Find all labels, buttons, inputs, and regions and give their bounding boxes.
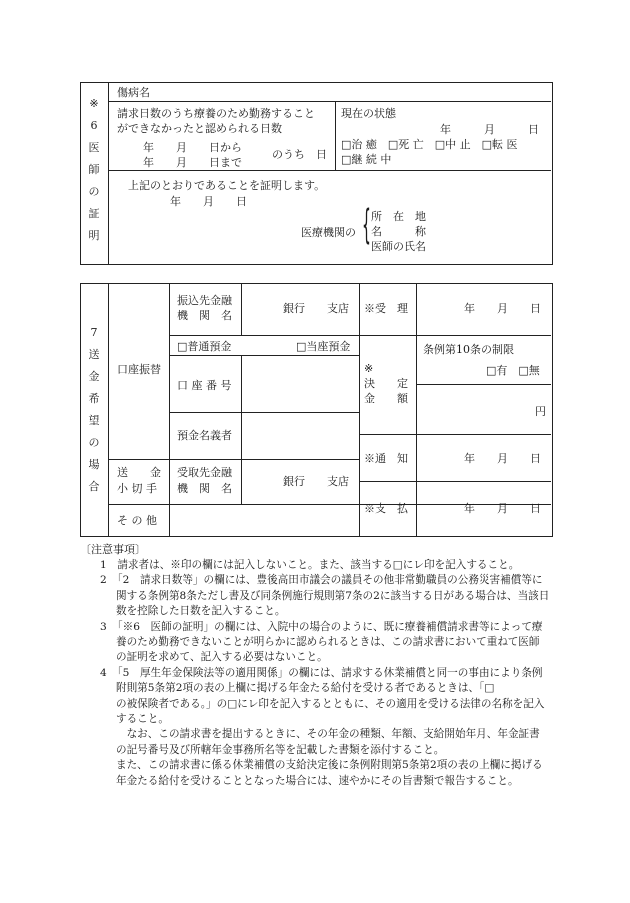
divider [169, 283, 170, 536]
certify-date: 年 月 日 [170, 195, 247, 208]
institution-name: 名 称 [371, 225, 426, 238]
note-item: 2 「2 請求日数等」の欄には、豊後高田市議会の議員その他非常勤職員の公務災害補償等に関する条例第8条ただし書及び同条例施行規則第7条の2に該当する日がある場合は、当該日数を控除した日数を記入すること。 [100, 574, 550, 618]
notify-label: ※通 知 [364, 452, 408, 465]
divider [108, 459, 359, 460]
days-within: のうち 日 [272, 148, 327, 161]
deposit-ordinary-checkbox[interactable]: □普通預金 [177, 340, 232, 353]
divider [359, 434, 551, 435]
divider [241, 283, 242, 335]
status-label: 現在の状態 [341, 107, 396, 120]
divider [359, 481, 551, 482]
divider [108, 170, 551, 171]
bank-name-label: 機 関 名 [177, 309, 232, 322]
divider [108, 101, 551, 102]
divider [241, 355, 242, 504]
date-from: 年 月 日から [143, 141, 242, 154]
section6-vertical-label: ※ 6 医 師 の 証 明 [88, 97, 100, 242]
certify-text: 上記のとおりであることを証明します。 [128, 179, 326, 192]
recv-bank-label: 受取先金融 [177, 466, 232, 479]
account-holder-label: 預金名義者 [177, 429, 232, 442]
divider [169, 355, 359, 356]
divider [335, 101, 336, 170]
divider [108, 82, 109, 264]
decision-label: 決 定 [364, 377, 408, 390]
pay-date: 年 月 日 [464, 502, 541, 515]
doctor-name: 医師の氏名 [371, 240, 426, 253]
recv-bank-branch[interactable]: 銀行 支店 [283, 475, 349, 488]
divider [359, 481, 360, 536]
status-date: 年 月 日 [440, 123, 539, 136]
institution-address: 所 在 地 [371, 210, 426, 223]
received-label: ※受 理 [364, 302, 408, 315]
divider [416, 283, 417, 504]
note-item: 3 「※6 医師の証明」の欄には、入院中の場合のように、既に療養補償請求書等によって療養のため勤務できないことが明らかに認められるときは、この請求書において重ねて医師の証明を求めて、記入する必要はないこと。 [100, 620, 543, 664]
note-item: なお、この請求書を提出するときに、その年金の種類、年額、支給開始年月、年金証書の記号番号及び所轄年金事務所名等を記載した書類を添付すること。 [116, 728, 540, 756]
remit-check-label: 送 金 [117, 466, 161, 479]
notify-date: 年 月 日 [464, 452, 541, 465]
divider [416, 481, 417, 536]
status-options[interactable]: □治 癒 □死 亡 □中 止 □転 医 [341, 138, 518, 151]
account-transfer-label: 口座振替 [117, 363, 161, 376]
note-item: 1 請求者は、※印の欄には記入しないこと。また、該当する□にレ印を記入すること。 [100, 559, 520, 571]
note-item: 4 「5 厚生年金保険法等の適用関係」の欄には、請求する休業補償と同一の事由により条例附則第5条第2項の表の上欄に掲げる年金たる給付を受ける者であるときは、「□ の被保険者である。」の□にレ印を記入するとともに、その適用を受ける法律の名称を記入すること。 [100, 666, 590, 726]
status-options[interactable]: □継 続 中 [341, 153, 392, 166]
days-label: 請求日数のうち療養のため勤務すること [117, 107, 315, 120]
institution-label: 医療機関の [301, 226, 356, 239]
notes-list [100, 558, 590, 789]
received-date: 年 月 日 [464, 302, 541, 315]
remit-check-label: 小 切 手 [117, 482, 157, 495]
section7-vertical-label: 7 送 金 希 望 の 場 合 [88, 326, 100, 493]
disease-label: 傷病名 [117, 86, 150, 99]
divider [169, 412, 359, 413]
deposit-current-checkbox[interactable]: □当座預金 [296, 340, 351, 353]
bank-name-label: 振込先金融 [177, 294, 232, 307]
brace-icon: { [362, 202, 371, 248]
divider [169, 335, 551, 336]
note-item: また、この請求書に係る休業補償の支給決定後に条例附則第5条第2項の表の上欄に掲げる年金たる給付を受けることとなった場合には、速やかにその旨書類で報告すること。 [116, 759, 543, 787]
recv-bank-label: 機 関 名 [177, 482, 232, 495]
yen-unit: 円 [535, 405, 546, 418]
restriction-options[interactable]: □有 □無 [486, 364, 540, 377]
days-label: ができなかったと認められる日数 [117, 122, 282, 135]
pay-label: ※支 払 [364, 502, 408, 515]
other-label: そ の 他 [117, 514, 157, 527]
remittance-section [80, 283, 553, 537]
restriction-label: 条例第10条の制限 [423, 343, 514, 356]
date-to: 年 月 日まで [143, 156, 242, 169]
divider [416, 384, 551, 385]
bank-branch[interactable]: 銀行 支店 [283, 302, 349, 315]
account-number-label: 口 座 番 号 [177, 379, 232, 392]
decision-label: ※ [364, 362, 374, 375]
decision-label: 金 額 [364, 392, 408, 405]
notes-heading: 〔注意事項〕 [80, 543, 146, 556]
divider [359, 283, 360, 504]
divider [108, 283, 109, 536]
